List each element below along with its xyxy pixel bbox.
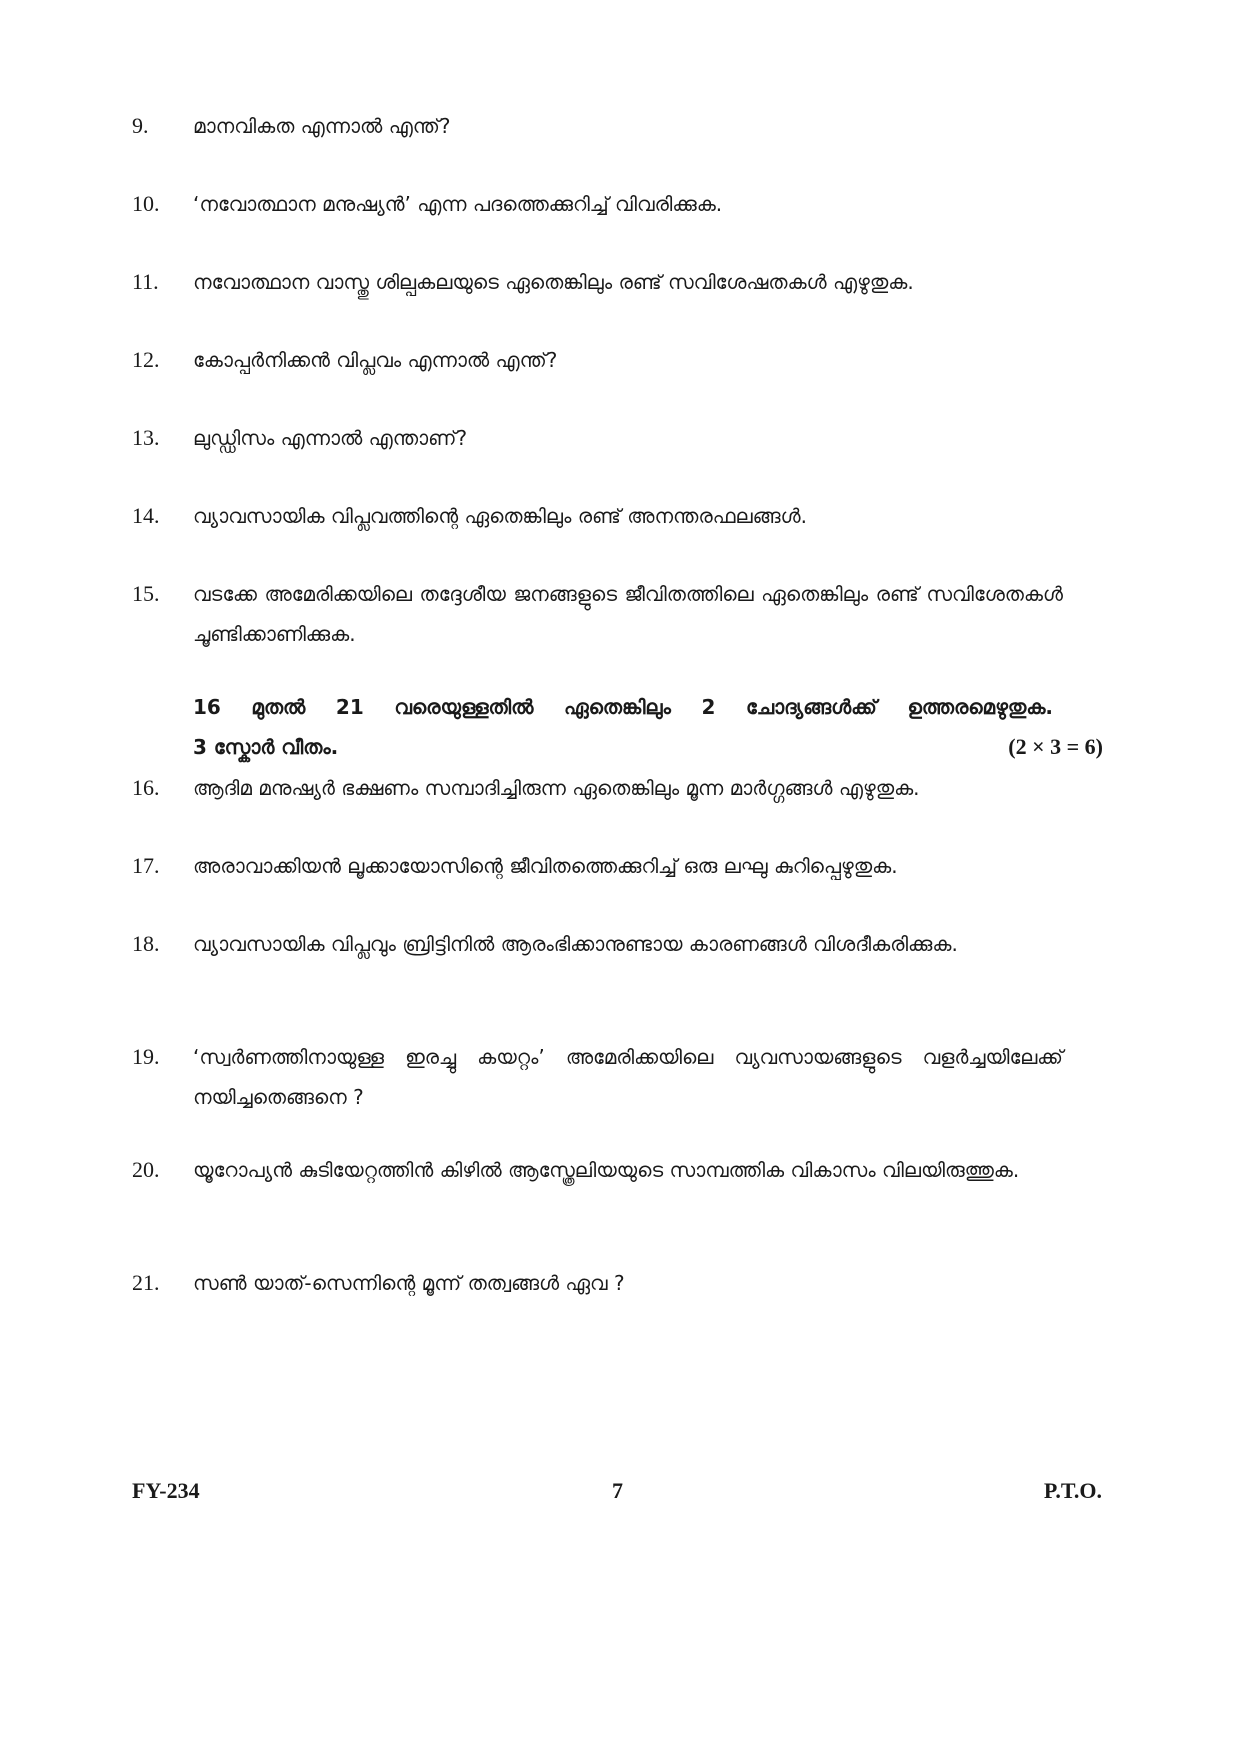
question-number: 12. [132, 347, 160, 372]
question-number: 17. [132, 853, 160, 878]
paper-code: FY-234 [132, 1478, 200, 1503]
question-text: ‘സ്വർണത്തിനായുള്ള ഇരച്ചു കയറ്റം’ അമേരിക്കയിലെ വ്യവസായങ്ങളുടെ വളർച്ചയിലേക്ക് നയിച്ചതെങ്ങനെ ? [193, 1045, 1063, 1109]
question-number: 13. [132, 425, 160, 450]
question-text: കോപ്പർനിക്കൻ വിപ്ലവം എന്നാൽ എന്ത്? [193, 348, 558, 372]
question-text: സൺ യാത്-സെന്നിന്റെ മൂന്ന് തത്വങ്ങൾ ഏവ ? [193, 1271, 625, 1295]
question-number: 10. [132, 191, 160, 216]
please-turn-over: P.T.O. [1043, 1478, 1102, 1503]
question-number: 19. [132, 1044, 160, 1069]
question-number: 11. [132, 269, 159, 294]
question-number: 18. [132, 931, 160, 956]
question-text: ലുഡ്ഡിസം എന്നാൽ എന്താണ്? [193, 426, 468, 450]
section-instruction [193, 687, 1103, 767]
question-text: അരാവാക്കിയൻ ലൂക്കായോസിന്റെ ജീവിതത്തെക്കുറിച്ച് ഒരു ലഘു കുറിപ്പെഴുതുക. [193, 854, 898, 878]
question-text: വ്യാവസായിക വിപ്ലവും ബ്രിട്ടിനിൽ ആരംഭിക്കാനുണ്ടായ കാരണങ്ങൾ വിശദീകരിക്കുക. [193, 932, 958, 956]
page-footer [132, 1478, 1102, 1512]
score-each-text: 3 സ്കോർ വീതം. [193, 735, 339, 759]
question-number: 14. [132, 503, 160, 528]
question-number: 21. [132, 1270, 160, 1295]
scoring-formula: (2 × 3 = 6) [1008, 734, 1103, 759]
question-number: 9. [132, 113, 149, 138]
question-number: 20. [132, 1157, 160, 1182]
question-text: വ്യാവസായിക വിപ്ലവത്തിന്റെ ഏതെങ്കിലും രണ്ട് അനന്തരഫലങ്ങൾ. [193, 504, 807, 528]
instruction-text: 16 മുതൽ 21 വരെയുള്ളതിൽ ഏതെങ്കിലും 2 ചോദ്യങ്ങൾക്ക് ഉത്തരമെഴുതുക. [193, 695, 1053, 719]
question-text: നവോത്ഥാന വാസ്തു ശില്പകലയുടെ ഏതെങ്കിലും രണ്ട് സവിശേഷതകൾ എഴുതുക. [193, 270, 914, 294]
question-text: യൂറോപ്യൻ കുടിയേറ്റത്തിൻ കിഴിൽ ആസ്ത്രേലിയയുടെ സാമ്പത്തിക വികാസം വിലയിരുത്തുക. [193, 1158, 1020, 1182]
question-text: വടക്കേ അമേരിക്കയിലെ തദ്ദേശീയ ജനങ്ങളുടെ ജീവിതത്തിലെ ഏതെങ്കിലും രണ്ട് സവിശേതകൾ ചൂണ്ടിക്കാണിക്കുക. [193, 582, 1063, 646]
question-text: ആദിമ മനുഷ്യർ ഭക്ഷണം സമ്പാദിച്ചിരുന്ന ഏതെങ്കിലും മൂന്ന മാർഗ്ഗങ്ങൾ എഴുതുക. [193, 776, 920, 800]
question-text: മാനവികത എന്നാൽ എന്ത്? [193, 114, 451, 138]
question-text: ‘നവോത്ഥാന മനുഷ്യൻ’ എന്ന പദത്തെക്കുറിച്ച് വിവരിക്കുക. [193, 192, 723, 216]
question-number: 15. [132, 581, 160, 606]
question-number: 16. [132, 775, 160, 800]
page-number: 7 [612, 1478, 623, 1503]
